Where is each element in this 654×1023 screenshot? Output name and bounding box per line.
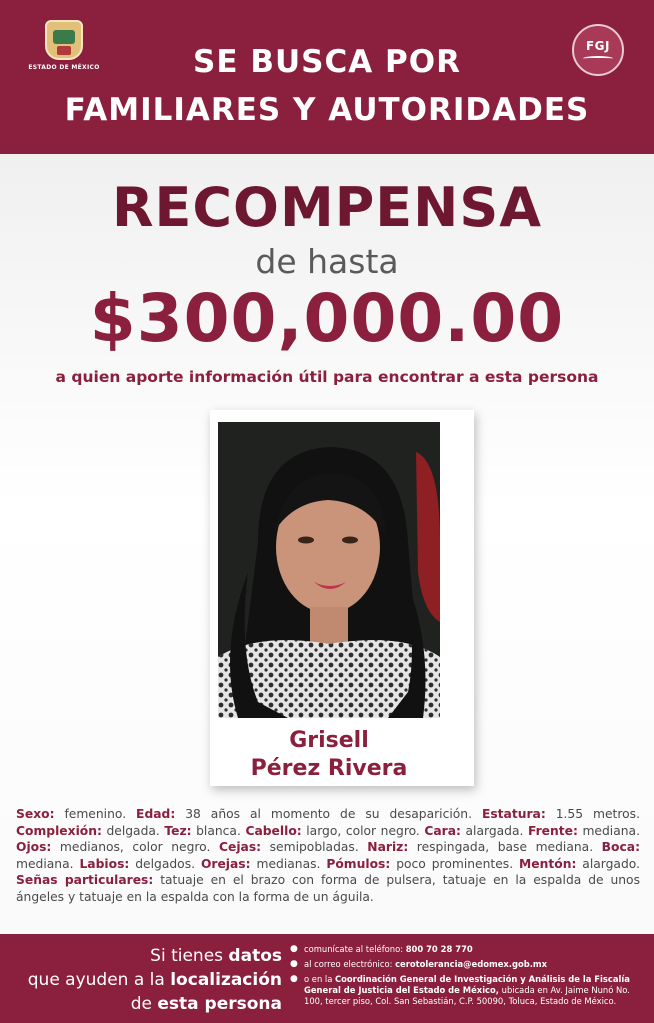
description-label: Cabello: — [245, 823, 302, 838]
header-title-line2: FAMILIARES Y AUTORIDADES — [64, 92, 590, 128]
contact-office — [290, 974, 642, 1007]
phone-label: comunícate al teléfono: — [304, 944, 406, 954]
description-label: Orejas: — [200, 856, 251, 871]
description-value: 1.55 metros. — [545, 807, 640, 821]
description-label: Cejas: — [218, 840, 262, 854]
portrait-illustration — [218, 422, 440, 718]
contact-email — [290, 959, 642, 970]
description-label: Nariz: — [367, 840, 409, 854]
description-value: femenino. — [54, 807, 137, 821]
description-value: medianos, color negro. — [51, 840, 219, 854]
office-prefix: o en la — [304, 974, 336, 984]
email-address[interactable]: cerotolerancia@edomex.gob.mx — [395, 959, 548, 969]
description-label: Boca: — [601, 840, 640, 854]
footer-line2-b: localización — [170, 970, 282, 990]
description-label: Mentón: — [519, 856, 577, 871]
fgj-logo-text: FGJ — [585, 39, 610, 53]
email-label: al correo electrónico: — [304, 959, 396, 969]
footer-call-to-action — [12, 944, 282, 1016]
description-value: mediana. — [16, 856, 80, 871]
description-label: Pómulos: — [326, 856, 391, 871]
description-label: Sexo: — [16, 807, 55, 821]
description-label: Edad: — [136, 807, 176, 821]
description-label: Tez: — [164, 823, 192, 838]
description-value: tatuaje en el brazo con forma de pulsera, tatuaje en la espalda de unos ángeles y tatuaje en la espalda con la forma de un águila. — [16, 873, 640, 904]
person-last-name: Pérez Rivera — [250, 756, 408, 781]
missing-person-photo — [218, 422, 440, 718]
logo-left-text: ESTADO DE MÉXICO — [28, 64, 100, 71]
footer-line2-a: que ayuden a la — [27, 970, 171, 990]
reward-amount: $300,000.00 — [89, 280, 565, 357]
phone-number[interactable]: 800 70 28 770 — [405, 944, 473, 954]
description-label: Señas particulares: — [16, 873, 154, 887]
description-label: Estatura: — [481, 807, 546, 821]
description-label: Ojos: — [16, 840, 52, 854]
description-value: blanca. — [191, 823, 246, 838]
description-label: Complexión: — [16, 823, 102, 838]
bullet-icon: ● — [290, 974, 298, 984]
description-value: semipobladas. — [261, 840, 368, 854]
reward-subtitle: de hasta — [255, 242, 399, 281]
description-label: Cara: — [424, 823, 461, 838]
header-title-line1: SE BUSCA POR — [193, 44, 461, 80]
description-value: delgados. — [129, 856, 201, 871]
description-value: alargado. — [576, 856, 640, 871]
description-value: 38 años al momento de su desaparición. — [175, 807, 482, 821]
reward-note: a quien aporte información útil para encontrar a esta persona — [55, 368, 599, 386]
description-value: alargada. — [460, 823, 528, 838]
contact-info — [290, 944, 642, 1011]
description-label: Frente: — [527, 823, 578, 838]
bullet-icon: ● — [290, 959, 298, 969]
bullet-icon: ● — [290, 944, 298, 954]
description-value: mediana. — [577, 823, 640, 838]
person-first-name: Grisell — [289, 728, 369, 753]
description-label: Labios: — [79, 856, 130, 871]
office-name: Coordinación General de Investigación y Análisis de la Fiscalía General de Justicia del Estado de México, — [304, 974, 630, 995]
description-value: largo, color negro. — [301, 823, 425, 838]
office-address: ubicada en Av. Jaime Nunó No. 100, tercer piso, Col. San Sebastián, C.P. 50090, Toluca, Estado de México. — [304, 985, 630, 1006]
physical-description — [16, 806, 640, 905]
footer-line3-a: de — [130, 994, 158, 1014]
footer-line1-a: Si tienes — [150, 946, 229, 966]
footer-line3-b: esta persona — [157, 994, 282, 1014]
description-value: poco prominentes. — [390, 856, 520, 871]
reward-title: RECOMPENSA — [111, 176, 543, 239]
description-value: medianas. — [250, 856, 327, 871]
footer-line1-b: datos — [228, 946, 282, 966]
contact-phone — [290, 944, 642, 955]
description-value: respingada, base mediana. — [408, 840, 602, 854]
description-value: delgada. — [101, 823, 165, 838]
